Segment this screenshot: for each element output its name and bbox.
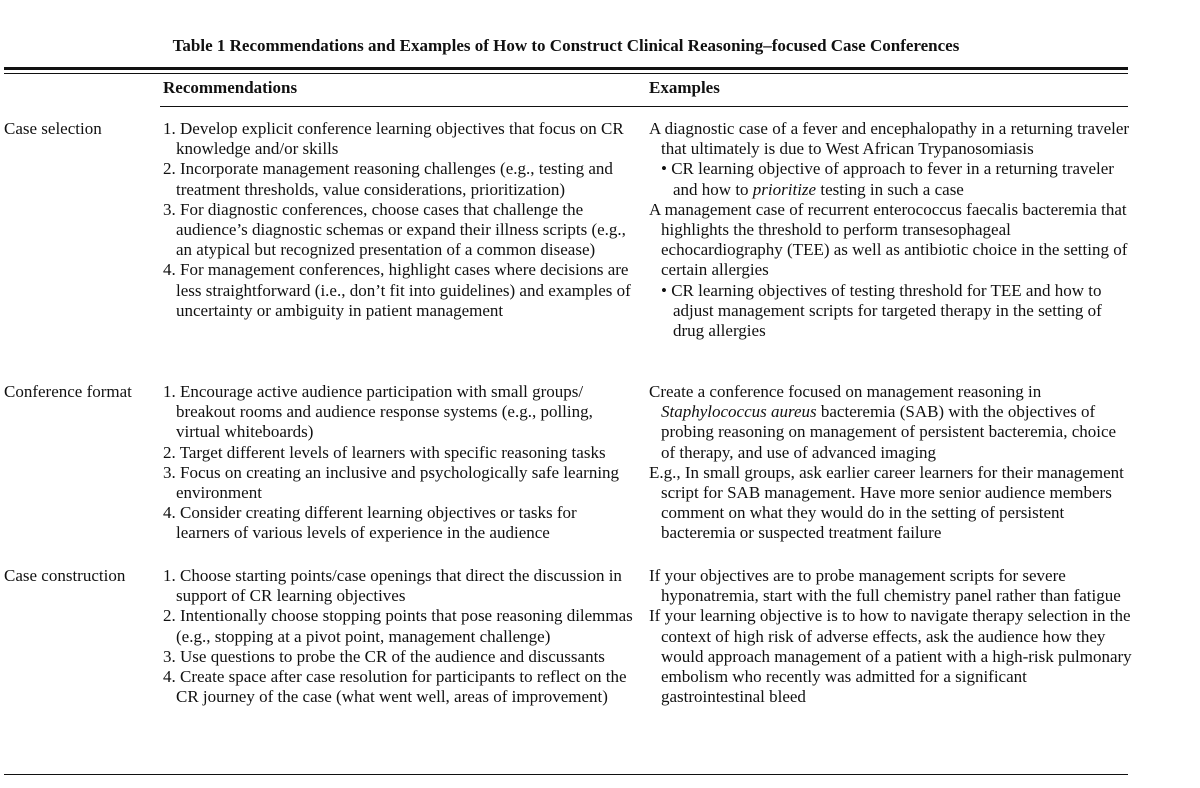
top-rule-thin bbox=[4, 73, 1128, 74]
recommendation-item: 2. Incorporate management reasoning challenges (e.g., testing and treatment thresholds, value considerations, prioritization) bbox=[163, 159, 613, 199]
recommendations-case-construction bbox=[163, 566, 633, 707]
recommendations-conference-format bbox=[163, 382, 633, 544]
recommendation-item: 1. Choose starting points/case openings that direct the discussion in support of CR learning objectives bbox=[163, 566, 622, 606]
recommendation-item: 4. For management conferences, highlight cases where decisions are less straightforward (i.e., don’t fit into guidelines) and examples of uncertainty or ambiguity in patient management bbox=[163, 260, 631, 320]
table-title: Table 1 Recommendations and Examples of How to Construct Clinical Reasoning–focused Case Conferences bbox=[172, 36, 960, 55]
row-category-case-selection: Case selection bbox=[4, 119, 102, 138]
top-rule-thick bbox=[4, 67, 1128, 70]
example-item: E.g., In small groups, ask earlier career learners for their management script for SAB management. Have more senior audience members comment on what they would do in the setting of persistent bacteremia or suspected treatment failure bbox=[649, 462, 1124, 543]
example-bullet: • CR learning objectives of testing threshold for TEE and how to adjust management scripts for targeted therapy in the setting of drug allergies bbox=[661, 280, 1102, 341]
bullet-icon: • bbox=[661, 280, 672, 300]
bullet-icon: • bbox=[661, 159, 672, 179]
example-item: Create a conference focused on management reasoning in Staphylococcus aureus bacteremia (SAB) with the objectives of probing reasoning on management of persistent bacteremia, choice of therapy, and use of advanced imaging bbox=[649, 382, 1117, 462]
recommendation-item: 4. Consider creating different learning objectives or tasks for learners of various levels of experience in the audience bbox=[163, 503, 577, 543]
header-rule bbox=[160, 106, 1128, 107]
row-category-case-construction: Case construction bbox=[4, 566, 126, 585]
header-examples: Examples bbox=[649, 78, 720, 97]
examples-case-selection bbox=[649, 119, 1133, 341]
examples-conference-format bbox=[649, 382, 1133, 544]
bottom-rule bbox=[4, 774, 1128, 775]
recommendation-item: 2. Target different levels of learners with specific reasoning tasks bbox=[163, 442, 606, 462]
example-item: If your objectives are to probe management scripts for severe hyponatremia, start with the full chemistry panel rather than fatigue bbox=[649, 566, 1121, 606]
example-bullet: • CR learning objective of approach to fever in a returning traveler and how to prioritize testing in such a case bbox=[661, 159, 1114, 199]
example-item: A management case of recurrent enterococcus faecalis bacteremia that highlights the threshold to perform transesophageal echocardiography (TEE) as well as antibiotic choice in the setting of certain allergies bbox=[649, 199, 1128, 280]
recommendation-item: 3. Focus on creating an inclusive and psychologically safe learning environment bbox=[163, 462, 620, 503]
recommendation-item: 2. Intentionally choose stopping points that pose reasoning dilemmas (e.g., stopping at a pivot point, management challenge) bbox=[163, 606, 633, 646]
examples-case-construction bbox=[649, 566, 1133, 707]
recommendation-item: 3. For diagnostic conferences, choose cases that challenge the audience’s diagnostic schemas or expand their illness scripts (e.g., an atypical but recognized presentation of a common disease) bbox=[163, 199, 626, 260]
example-item: If your learning objective is to how to navigate therapy selection in the context of high risk of adverse effects, ask the audience how they would approach management of a patient with a high-risk pulmonary embolism who recently was admitted for a significant gastrointestinal bleed bbox=[649, 606, 1132, 707]
recommendation-item: 3. Use questions to probe the CR of the audience and discussants bbox=[163, 646, 605, 666]
example-item: A diagnostic case of a fever and encephalopathy in a returning traveler that ultimately is due to West African Trypanosomiasis bbox=[649, 119, 1130, 159]
header-recommendations: Recommendations bbox=[163, 78, 298, 97]
recommendation-item: 4. Create space after case resolution for participants to reflect on the CR journey of the case (what went well, areas of improvement) bbox=[163, 667, 627, 707]
row-category-conference-format: Conference format bbox=[4, 382, 132, 401]
recommendations-case-selection bbox=[163, 119, 633, 321]
recommendation-item: 1. Develop explicit conference learning objectives that focus on CR knowledge and/or skills bbox=[163, 119, 624, 159]
recommendation-item: 1. Encourage active audience participation with small groups/ breakout rooms and audience response systems (e.g., polling, virtual whiteboards) bbox=[163, 382, 593, 442]
